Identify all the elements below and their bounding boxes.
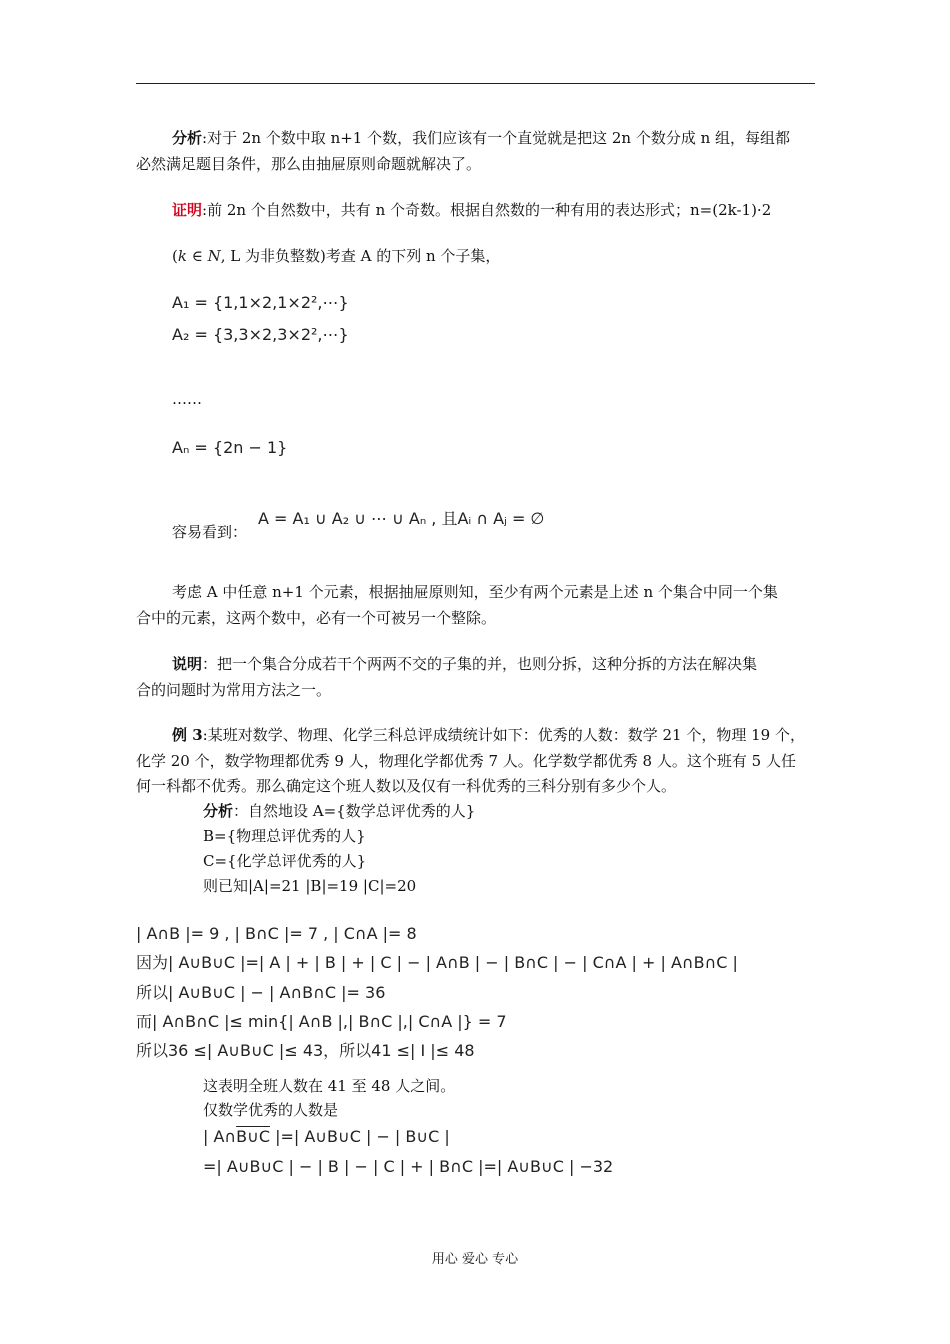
f6-left: | A∩	[203, 1127, 237, 1146]
formula-min-bound: 而| A∩B∩C |≤ min{| A∩B |,| B∩C |,| C∩A |} = 7	[136, 1012, 507, 1031]
proof-line2	[172, 246, 500, 266]
example3-label: 例 3	[172, 726, 203, 744]
formula-difference-36: 所以| A∪B∪C | − | A∩B∩C |= 36	[136, 983, 386, 1002]
proof-line1	[172, 200, 771, 220]
proof-text: :前 2n 个自然数中，共有 n 个奇数。根据自然数的一种有用的表达形式；n=(2k-1)·2	[202, 201, 772, 219]
analysis-paragraph-line2: 必然满足题目条件，那么由抽屉原则命题就解决了。	[136, 155, 482, 173]
conclusion-line2: 仅数学优秀的人数是	[203, 1101, 339, 1119]
easy-see-label: 容易看到：	[172, 523, 248, 541]
consider-line1: 考虑 A 中任意 n+1 个元素，根据抽屉原则知，至少有两个元素是上述 n 个集合中同一个集	[172, 583, 778, 601]
set-an-formula: Aₙ = {2n − 1}	[172, 438, 288, 457]
example3-text: :某班对数学、物理、化学三科总评成绩统计如下：优秀的人数：数学 21 个，物理 19 个，	[202, 726, 805, 744]
known-cardinalities: 则已知|A|=21 |B|=19 |C|=20	[203, 877, 417, 895]
proof-label: 证明	[172, 201, 203, 219]
ellipsis: ……	[172, 390, 202, 408]
formula-only-math	[203, 1126, 450, 1148]
formula-only-math-expand: =| A∪B∪C | − | B | − | C | + | B∩C |=| A∪B∪C | −32	[203, 1157, 614, 1176]
union-formula: A = A₁ ∪ A₂ ∪ ⋯ ∪ Aₙ , 且Aᵢ ∩ Aⱼ = ∅	[258, 509, 545, 528]
formula-inclusion-exclusion: 因为| A∪B∪C |=| A | + | B | + | C | − | A∩B | − | B∩C | − | C∩A | + | A∩B∩C |	[136, 953, 738, 972]
analysis-text: :对于 2n 个数中取 n+1 个数，我们应该有一个直觉就是把这 2n 个数分成 n 组，每组都	[202, 129, 791, 147]
analysis-paragraph-line1	[172, 128, 790, 148]
formula-intersections: | A∩B |= 9 , | B∩C |= 7 , | C∩A |= 8	[136, 924, 417, 943]
consider-line2: 合中的元素，这两个数中，必有一个可被另一个整除。	[136, 609, 497, 627]
example3-analysis-text: ：自然地设 A={数学总评优秀的人}	[233, 802, 476, 820]
page-footer: 用心 爱心 专心	[431, 1252, 519, 1267]
example3-analysis-label: 分析	[203, 802, 234, 820]
note-text: ：把一个集合分成若干个两两不交的子集的并，也则分拆，这种分拆的方法在解决集	[202, 655, 758, 673]
note-label: 说明	[172, 655, 203, 673]
example3-line1	[172, 725, 805, 745]
k-in-n-math: k ∈ N	[177, 247, 221, 265]
proof-paren: (	[172, 247, 178, 265]
f6-overline: B∪C	[236, 1127, 270, 1146]
note-line2: 合的问题时为常用方法之一。	[136, 681, 332, 699]
example3-line2: 化学 20 个，数学物理都优秀 9 人，物理化学都优秀 7 人。化学数学都优秀 8 人。这个班有 5 人任	[136, 752, 796, 770]
proof-line2-text: , L 为非负整数)考查 A 的下列 n 个子集，	[220, 247, 501, 265]
conclusion-line1: 这表明全班人数在 41 至 48 人之间。	[203, 1077, 456, 1095]
formula-range: 所以36 ≤| A∪B∪C |≤ 43，所以41 ≤| I |≤ 48	[136, 1041, 475, 1060]
example3-analysis-line	[203, 801, 475, 821]
header-rule	[136, 83, 815, 84]
set-a2-formula: A₂ = {3,3×2,3×2²,⋯}	[172, 325, 349, 344]
note-line1	[172, 654, 757, 674]
f6-right: |=| A∪B∪C | − | B∪C |	[270, 1127, 450, 1146]
set-b-definition: B={物理总评优秀的人}	[203, 827, 366, 845]
set-c-definition: C={化学总评优秀的人}	[203, 852, 367, 870]
analysis-label: 分析	[172, 129, 203, 147]
example3-line3: 何一科都不优秀。那么确定这个班人数以及仅有一科优秀的三科分别有多少个人。	[136, 777, 677, 795]
set-a1-formula: A₁ = {1,1×2,1×2²,⋯}	[172, 293, 349, 312]
